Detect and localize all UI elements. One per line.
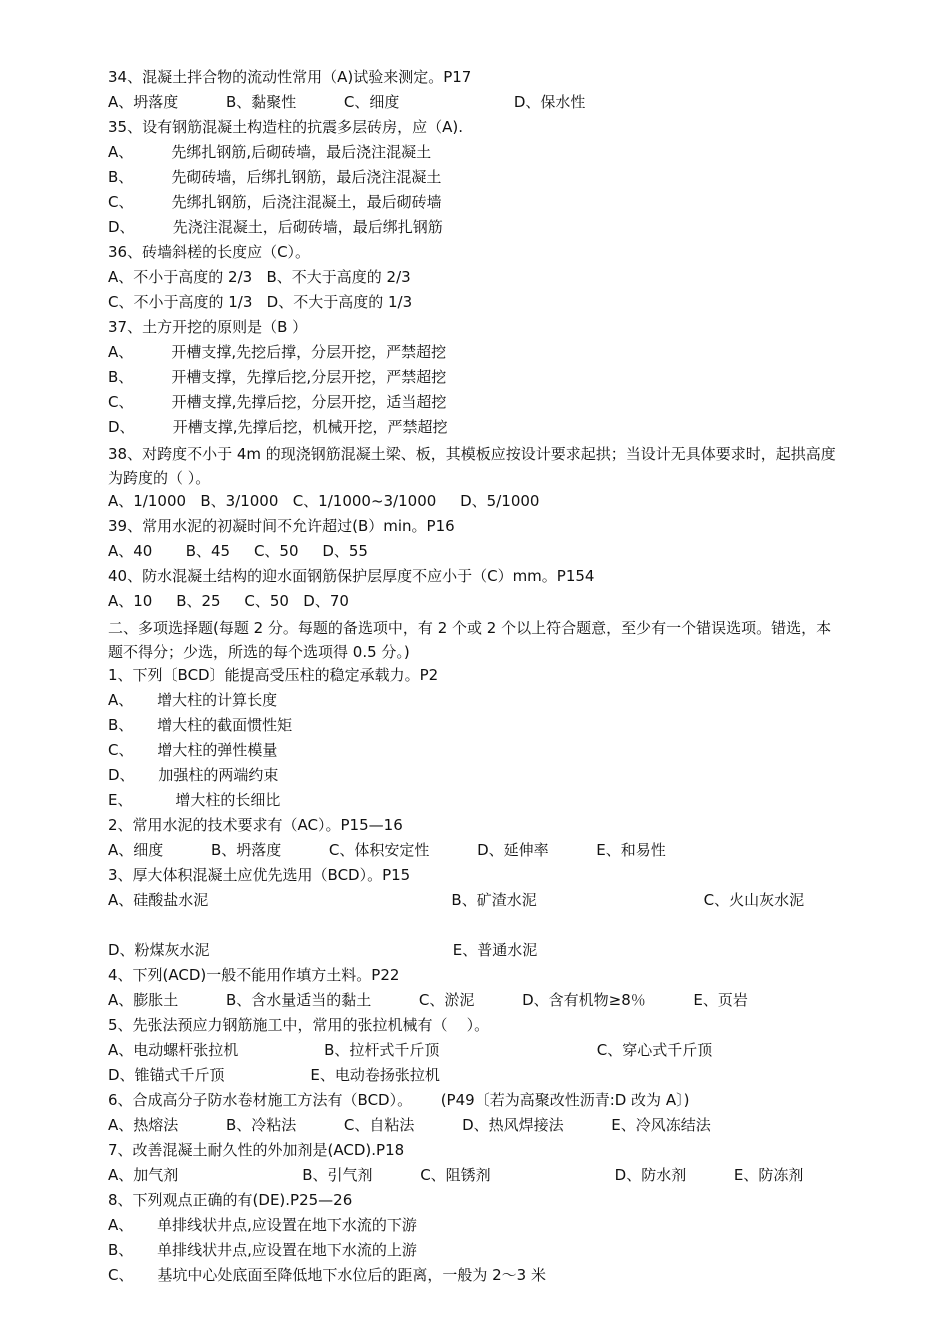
question-35: 35、设有钢筋混凝土构造柱的抗震多层砖房，应（A). xyxy=(108,118,463,136)
question-36: 36、砖墙斜槎的长度应（C）。 xyxy=(108,243,311,261)
mc-question-1-option-b: B、 增大柱的截面惯性矩 xyxy=(108,716,293,734)
question-37-option-c: C、 开槽支撑,先撑后挖，分层开挖，适当超挖 xyxy=(108,393,447,411)
question-35-option-c: C、 先绑扎钢筋，后浇注混凝土，最后砌砖墙 xyxy=(108,193,442,211)
mc-question-3-options-abc: A、硅酸盐水泥 B、矿渣水泥 C、火山灰水泥 xyxy=(108,891,805,909)
question-35-option-b: B、 先砌砖墙，后绑扎钢筋，最后浇注混凝土 xyxy=(108,168,442,186)
mc-question-5: 5、先张法预应力钢筋施工中，常用的张拉机械有（ ）。 xyxy=(108,1016,490,1034)
question-37-option-d: D、 开槽支撑,先撑后挖，机械开挖，严禁超挖 xyxy=(108,418,448,436)
question-39: 39、常用水泥的初凝时间不允许超过(B）min。P16 xyxy=(108,517,455,535)
mc-question-8-option-a: A、 单排线状井点,应设置在地下水流的下游 xyxy=(108,1216,417,1234)
mc-question-1-option-c: C、 增大柱的弹性模量 xyxy=(108,741,278,759)
mc-question-8: 8、下列观点正确的有(DE).P25—26 xyxy=(108,1191,353,1209)
question-40-options: A、10 B、25 C、50 D、70 xyxy=(108,592,349,610)
mc-question-4-options: A、膨胀土 B、含水量适当的黏土 C、淤泥 D、含有机物≥8％ E、页岩 xyxy=(108,991,748,1009)
question-36-options-cd: C、不小于高度的 1/3 D、不大于高度的 1/3 xyxy=(108,293,413,311)
question-38-options: A、1/1000 B、3/1000 C、1/1000~3/1000 D、5/1000 xyxy=(108,492,540,510)
section-heading-multiple-choice: 二、多项选择题(每题 2 分。每题的备选项中，有 2 个或 2 个以上符合题意，至少有一个错误选项。错选，本题不得分；少选，所选的每个选项得 0.5 分。) xyxy=(108,619,832,661)
mc-question-6: 6、合成高分子防水卷材施工方法有（BCD）。 (P49〔若为高聚改性沥青:D 改为 A〕) xyxy=(108,1091,690,1109)
mc-question-4: 4、下列(ACD)一般不能用作填方土料。P22 xyxy=(108,966,400,984)
mc-question-1: 1、下列〔BCD〕能提高受压柱的稳定承载力。P2 xyxy=(108,666,439,684)
question-34-options: A、坍落度 B、黏聚性 C、细度 D、保水性 xyxy=(108,93,586,111)
question-34: 34、混凝土拌合物的流动性常用（A)试验来测定。P17 xyxy=(108,68,472,86)
question-37-option-a: A、 开槽支撑,先挖后撑，分层开挖，严禁超挖 xyxy=(108,343,447,361)
mc-question-3: 3、厚大体积混凝土应优先选用（BCD）。P15 xyxy=(108,866,411,884)
mc-question-2: 2、常用水泥的技术要求有（AC）。P15—16 xyxy=(108,816,403,834)
question-35-option-a: A、 先绑扎钢筋,后砌砖墙，最后浇注混凝土 xyxy=(108,143,432,161)
mc-question-1-option-d: D、 加强柱的两端约束 xyxy=(108,766,279,784)
mc-question-6-options: A、热熔法 B、冷粘法 C、自粘法 D、热风焊接法 E、冷风冻结法 xyxy=(108,1116,711,1134)
mc-question-1-option-a: A、 增大柱的计算长度 xyxy=(108,691,278,709)
mc-question-7-options: A、加气剂 B、引气剂 C、阻锈剂 D、防水剂 E、防冻剂 xyxy=(108,1166,804,1184)
mc-question-3-options-de: D、粉煤灰水泥 E、普通水泥 xyxy=(108,941,538,959)
mc-question-5-options-abc: A、电动螺杆张拉机 B、拉杆式千斤顶 C、穿心式千斤顶 xyxy=(108,1041,713,1059)
mc-question-7: 7、改善混凝土耐久性的外加剂是(ACD).P18 xyxy=(108,1141,405,1159)
question-39-options: A、40 B、45 C、50 D、55 xyxy=(108,542,368,560)
mc-question-8-option-c: C、 基坑中心处底面至降低地下水位后的距离，一般为 2～3 米 xyxy=(108,1266,546,1284)
question-37: 37、土方开挖的原则是（B ） xyxy=(108,318,308,336)
mc-question-5-options-de: D、锥锚式千斤顶 E、电动卷扬张拉机 xyxy=(108,1066,440,1084)
mc-question-8-option-b: B、 单排线状井点,应设置在地下水流的上游 xyxy=(108,1241,417,1259)
question-37-option-b: B、 开槽支撑，先撑后挖,分层开挖，严禁超挖 xyxy=(108,368,447,386)
question-40: 40、防水混凝土结构的迎水面钢筋保护层厚度不应小于（C）mm。P154 xyxy=(108,567,595,585)
question-36-options-ab: A、不小于高度的 2/3 B、不大于高度的 2/3 xyxy=(108,268,411,286)
question-38: 38、对跨度不小于 4m 的现浇钢筋混凝土梁、板，其模板应按设计要求起拱；当设计无具体要求时，起拱高度为跨度的（ ）。 xyxy=(108,445,836,487)
question-35-option-d: D、 先浇注混凝土，后砌砖墙，最后绑扎钢筋 xyxy=(108,218,443,236)
mc-question-1-option-e: E、 增大柱的长细比 xyxy=(108,791,281,809)
mc-question-2-options: A、细度 B、坍落度 C、体积安定性 D、延伸率 E、和易性 xyxy=(108,841,666,859)
